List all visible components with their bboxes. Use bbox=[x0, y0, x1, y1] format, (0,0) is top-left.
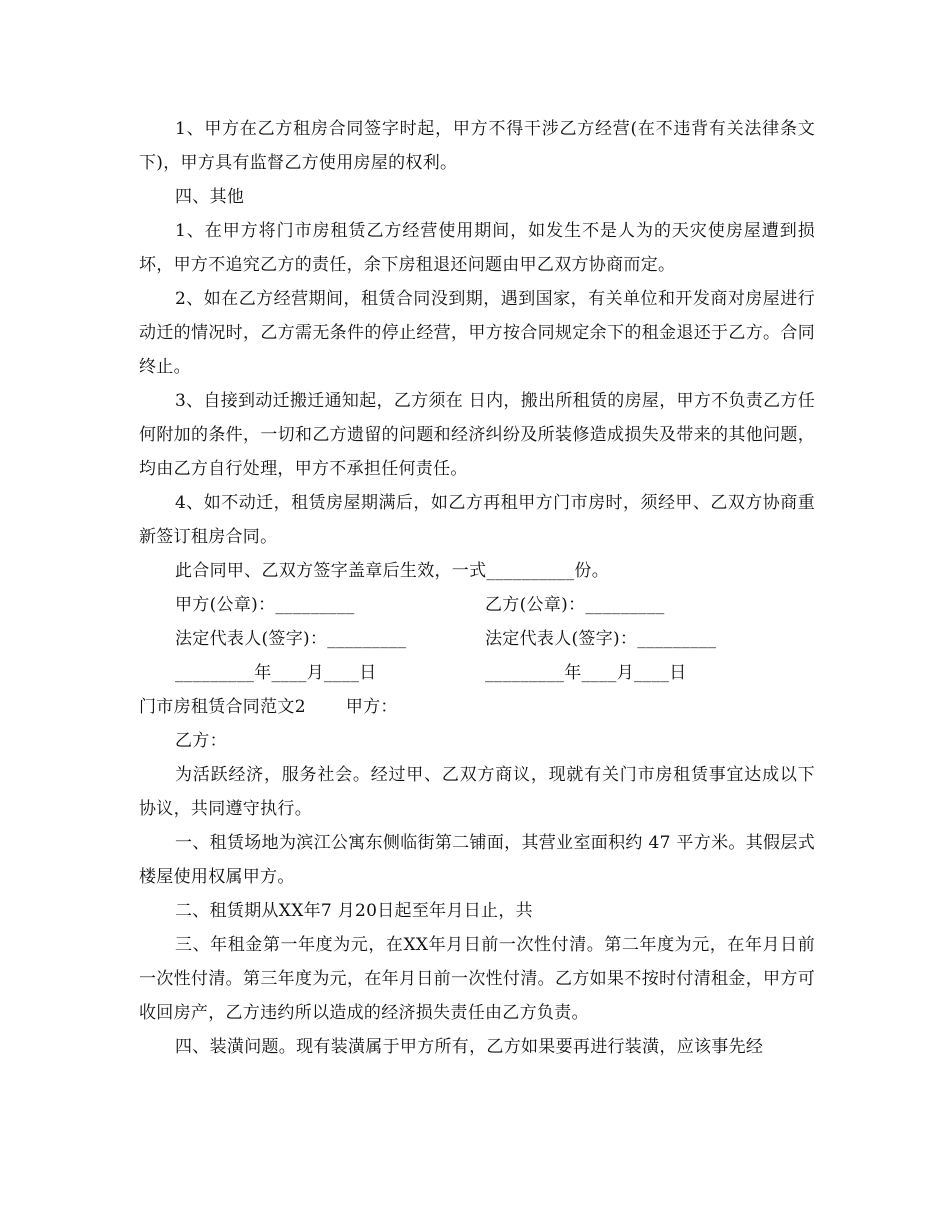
contract-2-clause-2-term: 二、租赁期从XX年7 月20日起至年月日止，共 bbox=[175, 901, 533, 921]
clause-4-1-disaster: 1、在甲方将门市房租赁乙方经营使用期间，如发生不是人为的天灾使房屋遭到损坏，甲方不追究乙方的责任，余下房租退还问题由甲乙双方协商而定。 bbox=[139, 221, 815, 275]
document-body bbox=[139, 112, 815, 1064]
party-b-representative-field: 法定代表人(签字)：_________ bbox=[485, 629, 717, 649]
party-b-seal-field: 乙方(公章)：_________ bbox=[485, 595, 665, 615]
party-a-seal-field: 甲方(公章)：_________ bbox=[175, 595, 355, 615]
contract-2-party-a: 甲方： bbox=[345, 697, 398, 717]
contract-2-title-line bbox=[139, 690, 815, 724]
signature-row-date bbox=[139, 656, 815, 690]
contract-2-preamble: 为活跃经济，服务社会。经过甲、乙双方商议，现就有关门市房租赁事宜达成以下协议，共同遵守执行。 bbox=[139, 765, 815, 819]
clause-4-4-renewal: 4、如不动迁，租赁房屋期满后，如乙方再租甲方门市房时，须经甲、乙双方协商重新签订租房合同。 bbox=[139, 493, 815, 547]
signature-row-representative bbox=[139, 622, 815, 656]
party-a-date-field: _________年____月____日 bbox=[175, 663, 377, 683]
party-b-date-field: _________年____月____日 bbox=[485, 663, 687, 683]
contract-2-clause-4-decoration: 四、装潢问题。现有装潢属于甲方所有，乙方如果要再进行装潢，应该事先经 bbox=[175, 1037, 764, 1057]
section-4-heading: 四、其他 bbox=[175, 187, 245, 207]
clause-4-2-relocation: 2、如在乙方经营期间，租赁合同没到期，遇到国家，有关单位和开发商对房屋进行动迁的情况时，乙方需无条件的停止经营，甲方按合同规定余下的租金退还于乙方。合同终止。 bbox=[139, 289, 815, 377]
contract-2-party-b: 乙方： bbox=[175, 731, 227, 751]
effective-clause: 此合同甲、乙双方签字盖章后生效，一式__________份。 bbox=[175, 561, 609, 581]
contract-2-title: 门市房租赁合同范文2 bbox=[139, 697, 306, 717]
contract-2-clause-1-premises: 一、租赁场地为滨江公寓东侧临街第二铺面，其营业室面积约 47 平方米。其假层式楼屋使用权属甲方。 bbox=[139, 833, 815, 887]
clause-1-supervision: 1、甲方在乙方租房合同签字时起，甲方不得干涉乙方经营(在不违背有关法律条文下)，甲方具有监督乙方使用房屋的权利。 bbox=[139, 119, 815, 173]
party-a-representative-field: 法定代表人(签字)：_________ bbox=[175, 629, 407, 649]
clause-4-3-move-out: 3、自接到动迁搬迁通知起，乙方须在 日内，搬出所租赁的房屋，甲方不负责乙方任何附加的条件，一切和乙方遗留的问题和经济纠纷及所装修造成损失及带来的其他问题，均由乙方自行处理，甲方不承担任何责任。 bbox=[139, 391, 815, 479]
contract-2-clause-3-rent: 三、年租金第一年度为元，在XX年月日前一次性付清。第二年度为元，在年月日前一次性付清。第三年度为元，在年月日前一次性付清。乙方如果不按时付清租金，甲方可收回房产，乙方违约所以造成的经济损失责任由乙方负责。 bbox=[139, 935, 815, 1023]
signature-row-seal bbox=[139, 588, 815, 622]
